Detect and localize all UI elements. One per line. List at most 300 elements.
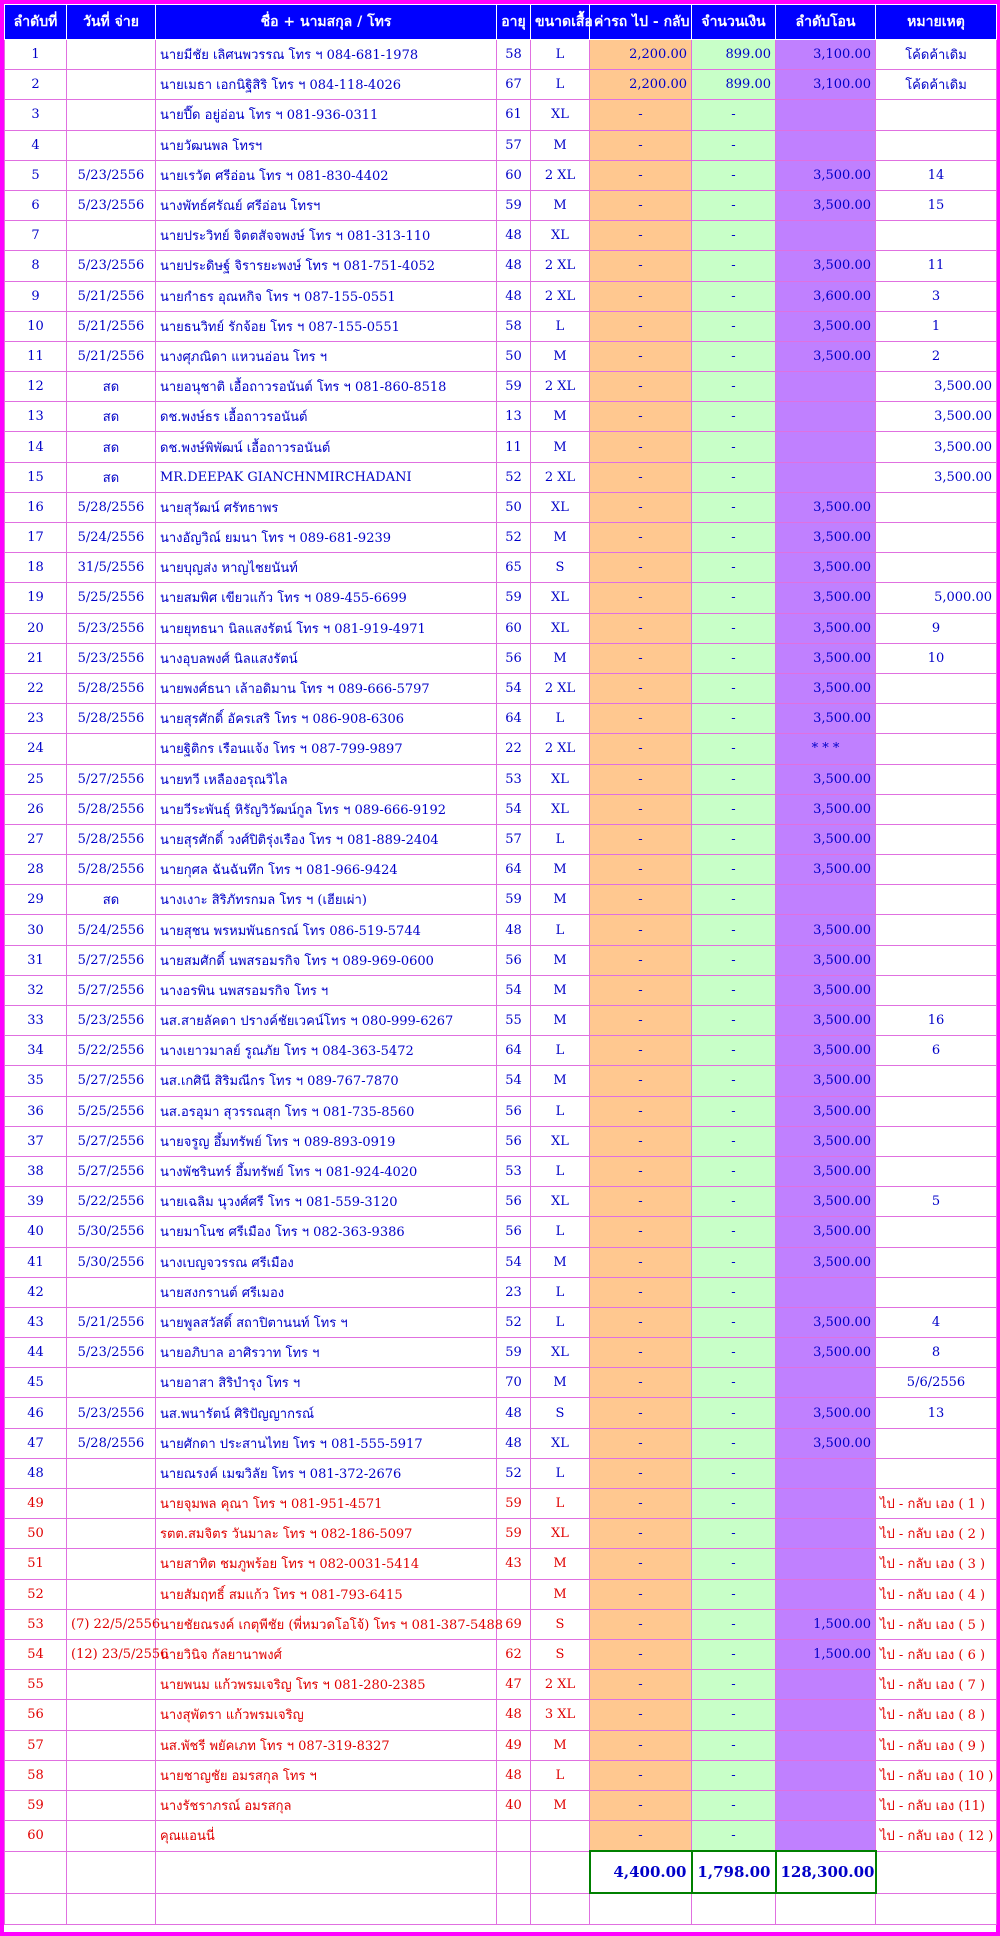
cell-no: 17 [5, 523, 67, 553]
cell-no: 32 [5, 975, 67, 1005]
total-fare: 4,400.00 [590, 1851, 692, 1893]
cell-note: 10 [876, 643, 997, 673]
cell-date: 5/21/2556 [67, 341, 156, 371]
cell-date: (12) 23/5/2556 [67, 1639, 156, 1669]
header-row [5, 5, 997, 40]
cell-fare: - [590, 1187, 692, 1217]
total-empty [876, 1851, 997, 1893]
table-row [5, 1760, 997, 1790]
cell-age: 55 [497, 1006, 531, 1036]
cell-name: นายวีระพันธุ์ หิรัญวิวัฒน์กูล โทร ฯ 089-666-9192 [156, 794, 497, 824]
cell-amount: - [692, 1519, 776, 1549]
cell-age: 52 [497, 523, 531, 553]
cell-no: 39 [5, 1187, 67, 1217]
total-empty [67, 1851, 156, 1893]
cell-transfer [776, 1790, 876, 1820]
cell-transfer: 3,500.00 [776, 160, 876, 190]
cell-age: 61 [497, 100, 531, 130]
table-row [5, 402, 997, 432]
total-amount: 1,798.00 [692, 1851, 776, 1893]
cell-date [67, 1700, 156, 1730]
cell-fare: - [590, 794, 692, 824]
cell-age: 48 [497, 281, 531, 311]
cell-transfer: 3,500.00 [776, 764, 876, 794]
cell-age: 54 [497, 794, 531, 824]
cell-note: 16 [876, 1006, 997, 1036]
cell-no: 9 [5, 281, 67, 311]
cell-amount: - [692, 1579, 776, 1609]
cell-name: นายสมพิศ เขียวแก้ว โทร ฯ 089-455-6699 [156, 583, 497, 613]
cell-fare: - [590, 1519, 692, 1549]
cell-name: นางศุภณิดา แหวนอ่อน โทร ฯ [156, 341, 497, 371]
cell-transfer: 3,500.00 [776, 855, 876, 885]
cell-size: M [531, 1368, 590, 1398]
cell-fare: - [590, 1489, 692, 1519]
header-date: วันที่ จ่าย [67, 5, 156, 40]
cell-size: M [531, 1790, 590, 1820]
cell-transfer: 3,500.00 [776, 492, 876, 522]
cell-name: นายสงกรานต์ ศรีเมอง [156, 1277, 497, 1307]
cell-amount: 899.00 [692, 40, 776, 70]
cell-amount: - [692, 1006, 776, 1036]
cell-amount: - [692, 1156, 776, 1186]
cell-age: 53 [497, 764, 531, 794]
cell-fare: - [590, 945, 692, 975]
table-row [5, 764, 997, 794]
cell-size: XL [531, 583, 590, 613]
cell-date: 5/28/2556 [67, 673, 156, 703]
cell-no: 41 [5, 1247, 67, 1277]
cell-note [876, 553, 997, 583]
table-body [5, 40, 997, 1852]
cell-no: 7 [5, 221, 67, 251]
cell-size [531, 1821, 590, 1852]
cell-transfer: 3,500.00 [776, 824, 876, 854]
cell-date: 5/25/2556 [67, 1096, 156, 1126]
cell-age: 59 [497, 583, 531, 613]
cell-no: 60 [5, 1821, 67, 1852]
cell-date [67, 1579, 156, 1609]
table-row [5, 1307, 997, 1337]
cell-size: M [531, 1247, 590, 1277]
cell-transfer: 1,500.00 [776, 1609, 876, 1639]
cell-age: 59 [497, 885, 531, 915]
cell-fare: - [590, 100, 692, 130]
table-row [5, 1277, 997, 1307]
cell-note [876, 673, 997, 703]
cell-note [876, 1247, 997, 1277]
cell-no: 16 [5, 492, 67, 522]
cell-size: L [531, 40, 590, 70]
header-fare: ค่ารถ ไป - กลับ [590, 5, 692, 40]
cell-no: 55 [5, 1670, 67, 1700]
cell-date [67, 1821, 156, 1852]
table-row [5, 251, 997, 281]
cell-age: 49 [497, 1730, 531, 1760]
table-row [5, 130, 997, 160]
cell-no: 18 [5, 553, 67, 583]
cell-no: 58 [5, 1760, 67, 1790]
blank-cell [67, 1893, 156, 1925]
table-row [5, 1428, 997, 1458]
header-no: ลำดับที่ [5, 5, 67, 40]
cell-fare: - [590, 975, 692, 1005]
cell-age: 56 [497, 1217, 531, 1247]
header-note: หมายเหตุ [876, 5, 997, 40]
cell-note: 11 [876, 251, 997, 281]
cell-amount: - [692, 1277, 776, 1307]
cell-note: โค้ดค้าเดิม [876, 70, 997, 100]
cell-amount: - [692, 975, 776, 1005]
cell-no: 8 [5, 251, 67, 281]
cell-no: 53 [5, 1609, 67, 1639]
blank-cell [876, 1893, 997, 1925]
cell-age: 52 [497, 462, 531, 492]
cell-name: นายสาทิต ชมภูพร้อย โทร ฯ 082-0031-5414 [156, 1549, 497, 1579]
cell-amount: - [692, 1549, 776, 1579]
cell-fare: - [590, 553, 692, 583]
cell-transfer: 3,500.00 [776, 643, 876, 673]
cell-note [876, 915, 997, 945]
cell-note: ไป - กลับ เอง ( 3 ) [876, 1549, 997, 1579]
cell-age: 50 [497, 341, 531, 371]
cell-amount: - [692, 583, 776, 613]
cell-date: 5/23/2556 [67, 613, 156, 643]
cell-age: 70 [497, 1368, 531, 1398]
cell-age: 62 [497, 1639, 531, 1669]
cell-fare: - [590, 1156, 692, 1186]
cell-note: ไป - กลับ เอง ( 7 ) [876, 1670, 997, 1700]
table-row [5, 1066, 997, 1096]
cell-size: L [531, 1096, 590, 1126]
table-row [5, 734, 997, 764]
cell-age: 60 [497, 160, 531, 190]
cell-no: 54 [5, 1639, 67, 1669]
cell-transfer: 3,500.00 [776, 1156, 876, 1186]
cell-date: 5/27/2556 [67, 764, 156, 794]
cell-age: 59 [497, 1489, 531, 1519]
cell-note [876, 794, 997, 824]
cell-age: 59 [497, 1338, 531, 1368]
cell-fare: - [590, 492, 692, 522]
cell-note: 6 [876, 1036, 997, 1066]
cell-transfer: 3,500.00 [776, 1187, 876, 1217]
cell-transfer [776, 402, 876, 432]
cell-transfer: 3,500.00 [776, 613, 876, 643]
cell-fare: - [590, 583, 692, 613]
table-row [5, 1398, 997, 1428]
cell-no: 42 [5, 1277, 67, 1307]
cell-date [67, 1549, 156, 1579]
cell-note: 5/6/2556 [876, 1368, 997, 1398]
cell-fare: - [590, 523, 692, 553]
cell-transfer: 3,100.00 [776, 70, 876, 100]
cell-size: L [531, 1489, 590, 1519]
cell-no: 10 [5, 311, 67, 341]
cell-size: L [531, 824, 590, 854]
cell-note: 15 [876, 190, 997, 220]
cell-size: 2 XL [531, 673, 590, 703]
cell-name: นายสัมฤทธิ์ สมแก้ว โทร ฯ 081-793-6415 [156, 1579, 497, 1609]
cell-fare: - [590, 190, 692, 220]
cell-note [876, 100, 997, 130]
cell-age: 23 [497, 1277, 531, 1307]
cell-fare: - [590, 372, 692, 402]
cell-name: นายธนวิทย์ รักจ้อย โทร ฯ 087-155-0551 [156, 311, 497, 341]
cell-name: นายพูลสวัสดิ์ สถาปิตานนท์ โทร ฯ [156, 1307, 497, 1337]
cell-transfer [776, 1700, 876, 1730]
cell-size: M [531, 402, 590, 432]
cell-size: 3 XL [531, 1700, 590, 1730]
cell-size: 2 XL [531, 1670, 590, 1700]
cell-transfer: 3,500.00 [776, 1307, 876, 1337]
cell-age: 64 [497, 704, 531, 734]
cell-date [67, 100, 156, 130]
cell-amount: - [692, 1368, 776, 1398]
cell-fare: - [590, 704, 692, 734]
cell-size: XL [531, 221, 590, 251]
cell-note: ไป - กลับ เอง ( 10 ) [876, 1760, 997, 1790]
cell-no: 25 [5, 764, 67, 794]
table-row [5, 1609, 997, 1639]
cell-note: 3,500.00 [876, 462, 997, 492]
cell-date: สด [67, 462, 156, 492]
cell-age: 52 [497, 1307, 531, 1337]
cell-size: M [531, 885, 590, 915]
cell-fare: - [590, 1398, 692, 1428]
cell-no: 56 [5, 1700, 67, 1730]
cell-name: นายสุวัฒน์ ศรัทธาพร [156, 492, 497, 522]
table-row [5, 945, 997, 975]
cell-transfer: 3,500.00 [776, 915, 876, 945]
cell-transfer: 3,500.00 [776, 553, 876, 583]
blank-cell [692, 1893, 776, 1925]
table-row [5, 160, 997, 190]
cell-fare: - [590, 1307, 692, 1337]
cell-no: 46 [5, 1398, 67, 1428]
cell-transfer: 3,500.00 [776, 341, 876, 371]
cell-fare: - [590, 764, 692, 794]
cell-transfer [776, 432, 876, 462]
cell-note [876, 492, 997, 522]
cell-transfer: 3,500.00 [776, 1338, 876, 1368]
cell-name: นายจุมพล คุณา โทร ฯ 081-951-4571 [156, 1489, 497, 1519]
cell-date: 5/23/2556 [67, 190, 156, 220]
cell-date: 5/30/2556 [67, 1247, 156, 1277]
cell-name: นายสุชน พรหมพันธกรณ์ โทร 086-519-5744 [156, 915, 497, 945]
cell-transfer [776, 1458, 876, 1488]
table-row [5, 1730, 997, 1760]
cell-age: 65 [497, 553, 531, 583]
cell-date: 5/22/2556 [67, 1187, 156, 1217]
cell-fare: - [590, 1428, 692, 1458]
table-row [5, 1821, 997, 1852]
cell-age: 54 [497, 975, 531, 1005]
cell-amount: - [692, 1307, 776, 1337]
cell-date: 31/5/2556 [67, 553, 156, 583]
cell-amount: - [692, 613, 776, 643]
cell-date [67, 734, 156, 764]
table-row [5, 372, 997, 402]
cell-name: นายณรงค์ เมฆวิลัย โทร ฯ 081-372-2676 [156, 1458, 497, 1488]
cell-note [876, 855, 997, 885]
cell-size: L [531, 1036, 590, 1066]
cell-fare: - [590, 1609, 692, 1639]
cell-note [876, 130, 997, 160]
cell-fare: - [590, 1126, 692, 1156]
cell-size: S [531, 1639, 590, 1669]
cell-fare: - [590, 1579, 692, 1609]
cell-size: L [531, 70, 590, 100]
cell-transfer [776, 1277, 876, 1307]
cell-date: 5/23/2556 [67, 160, 156, 190]
cell-fare: - [590, 1368, 692, 1398]
cell-no: 45 [5, 1368, 67, 1398]
cell-amount: - [692, 855, 776, 885]
cell-name: ดช.พงษ์พิพัฒน์ เอื้อถาวรอนันต์ [156, 432, 497, 462]
cell-age: 48 [497, 1398, 531, 1428]
cell-size: M [531, 341, 590, 371]
cell-transfer: 3,500.00 [776, 1428, 876, 1458]
cell-date [67, 1277, 156, 1307]
cell-fare: - [590, 160, 692, 190]
header-amount: จำนวนเงิน [692, 5, 776, 40]
cell-note: ไป - กลับ เอง ( 2 ) [876, 1519, 997, 1549]
cell-name: นางเยาวมาลย์ รูณภัย โทร ฯ 084-363-5472 [156, 1036, 497, 1066]
blank-cell [5, 1893, 67, 1925]
cell-date: 5/28/2556 [67, 794, 156, 824]
cell-no: 30 [5, 915, 67, 945]
cell-age: 48 [497, 1700, 531, 1730]
cell-no: 1 [5, 40, 67, 70]
cell-age: 13 [497, 402, 531, 432]
cell-age: 56 [497, 1126, 531, 1156]
cell-date: 5/23/2556 [67, 1398, 156, 1428]
cell-name: นางเงาะ สิริภัทรกมล โทร ฯ (เฮียเผ่า) [156, 885, 497, 915]
cell-date: 5/21/2556 [67, 281, 156, 311]
spreadsheet [4, 4, 996, 1932]
cell-name: นายมาโนช ศรีเมือง โทร ฯ 082-363-9386 [156, 1217, 497, 1247]
table-row [5, 915, 997, 945]
cell-no: 11 [5, 341, 67, 371]
cell-name: นางพัทธ์ศรัณย์ ศรีอ่อน โทรฯ [156, 190, 497, 220]
cell-date: 5/27/2556 [67, 975, 156, 1005]
cell-no: 5 [5, 160, 67, 190]
cell-name: นายชัยณรงค์ เกตุพีชัย (พี่หมวดโอโจ้) โทร ฯ 081-387-5488 [156, 1609, 497, 1639]
cell-date [67, 130, 156, 160]
cell-fare: - [590, 824, 692, 854]
cell-name: นายชาญชัย อมรสกุล โทร ฯ [156, 1760, 497, 1790]
cell-amount: - [692, 523, 776, 553]
cell-note [876, 764, 997, 794]
cell-fare: - [590, 1730, 692, 1760]
cell-size: M [531, 975, 590, 1005]
cell-name: นางอุบลพงศ์ นิลแสงรัตน์ [156, 643, 497, 673]
cell-size: XL [531, 1126, 590, 1156]
cell-size: 2 XL [531, 251, 590, 281]
table-row [5, 885, 997, 915]
cell-size: XL [531, 1428, 590, 1458]
cell-note: 2 [876, 341, 997, 371]
cell-amount: - [692, 734, 776, 764]
cell-transfer: 3,600.00 [776, 281, 876, 311]
cell-size: L [531, 1217, 590, 1247]
cell-transfer: 3,500.00 [776, 190, 876, 220]
cell-transfer: 3,500.00 [776, 1036, 876, 1066]
cell-age: 59 [497, 190, 531, 220]
blank-cell [531, 1893, 590, 1925]
cell-transfer: 3,500.00 [776, 311, 876, 341]
cell-age: 22 [497, 734, 531, 764]
cell-transfer: 3,500.00 [776, 1247, 876, 1277]
table-row [5, 1126, 997, 1156]
cell-date: 5/23/2556 [67, 643, 156, 673]
cell-amount: - [692, 190, 776, 220]
cell-transfer [776, 1519, 876, 1549]
cell-amount: - [692, 1066, 776, 1096]
cell-transfer [776, 885, 876, 915]
cell-no: 20 [5, 613, 67, 643]
cell-fare: - [590, 1006, 692, 1036]
cell-amount: - [692, 1790, 776, 1820]
cell-note: 5 [876, 1187, 997, 1217]
cell-transfer [776, 100, 876, 130]
table-row [5, 1006, 997, 1036]
cell-transfer [776, 130, 876, 160]
cell-size: L [531, 915, 590, 945]
cell-no: 14 [5, 432, 67, 462]
cell-age: 11 [497, 432, 531, 462]
cell-name: นายอนุชาติ เอื้อถาวรอนันต์ โทร ฯ 081-860-8518 [156, 372, 497, 402]
cell-transfer: 3,100.00 [776, 40, 876, 70]
cell-age: 48 [497, 915, 531, 945]
total-empty [156, 1851, 497, 1893]
cell-size: XL [531, 764, 590, 794]
blank-row [5, 1893, 997, 1925]
cell-fare: - [590, 432, 692, 462]
cell-transfer: 3,500.00 [776, 1006, 876, 1036]
table-row [5, 1247, 997, 1277]
cell-age [497, 1579, 531, 1609]
cell-size: 2 XL [531, 734, 590, 764]
cell-name: MR.DEEPAK GIANCHNMIRCHADANI [156, 462, 497, 492]
cell-size: M [531, 643, 590, 673]
cell-date: 5/28/2556 [67, 1428, 156, 1458]
cell-name: นายเฉลิม นุวงศ์ศรี โทร ฯ 081-559-3120 [156, 1187, 497, 1217]
cell-amount: - [692, 462, 776, 492]
cell-note [876, 523, 997, 553]
table-row [5, 975, 997, 1005]
cell-fare: - [590, 221, 692, 251]
cell-name: นางรัชราภรณ์ อมรสกุล [156, 1790, 497, 1820]
cell-name: นส.พัชรี พยัคเภท โทร ฯ 087-319-8327 [156, 1730, 497, 1760]
cell-date: 5/28/2556 [67, 855, 156, 885]
cell-no: 57 [5, 1730, 67, 1760]
cell-name: นายมีชัย เลิศนพวรรณ โทร ฯ 084-681-1978 [156, 40, 497, 70]
cell-age: 69 [497, 1609, 531, 1639]
cell-size: M [531, 1579, 590, 1609]
table-row [5, 1368, 997, 1398]
total-empty [531, 1851, 590, 1893]
cell-note [876, 1277, 997, 1307]
cell-size: M [531, 432, 590, 462]
cell-age: 64 [497, 855, 531, 885]
cell-size: XL [531, 492, 590, 522]
cell-transfer: 3,500.00 [776, 945, 876, 975]
cell-fare: - [590, 1338, 692, 1368]
cell-date: สด [67, 885, 156, 915]
cell-date: 5/23/2556 [67, 1338, 156, 1368]
